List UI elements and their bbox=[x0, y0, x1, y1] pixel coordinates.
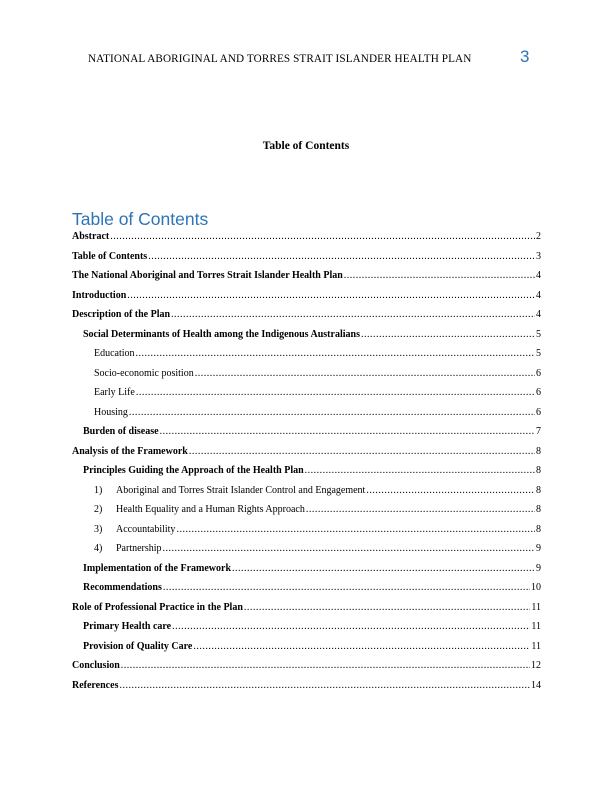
toc-entry-number: 3) bbox=[94, 523, 103, 535]
toc-entry-title: References bbox=[72, 679, 119, 691]
toc-entry-title: Early Life bbox=[94, 387, 135, 398]
toc-entry[interactable] bbox=[94, 542, 541, 556]
toc-entry-title: Principles Guiding the Approach of the Health Plan bbox=[83, 465, 304, 476]
toc-entry-page: 5 bbox=[536, 348, 541, 359]
toc-entry-page: 14 bbox=[531, 679, 541, 691]
toc-entry[interactable] bbox=[72, 308, 541, 322]
toc-entry-title: Social Determinants of Health among the Indigenous Australians bbox=[83, 328, 360, 340]
toc-entry[interactable] bbox=[72, 250, 541, 264]
toc-entry-page: 11 bbox=[531, 601, 541, 613]
toc-dot-leader bbox=[163, 542, 535, 556]
toc-dot-leader bbox=[195, 367, 535, 381]
toc-entry-title: Primary Health care bbox=[83, 621, 172, 632]
toc-entry-number: 4) bbox=[94, 543, 103, 554]
toc-entry-title: Role of Professional Practice in the Plan bbox=[72, 601, 243, 613]
toc-dot-leader bbox=[136, 347, 535, 361]
toc-dot-leader bbox=[244, 601, 530, 615]
toc-entry[interactable] bbox=[72, 289, 541, 303]
page-number: 3 bbox=[520, 47, 530, 66]
toc-entry[interactable] bbox=[94, 367, 541, 381]
toc-entry-page: 6 bbox=[536, 406, 541, 418]
running-head: NATIONAL ABORIGINAL AND TORRES STRAIT ISLANDER HEALTH PLAN bbox=[88, 53, 472, 65]
toc-dot-leader bbox=[119, 679, 530, 693]
toc-entry[interactable] bbox=[72, 269, 541, 283]
toc-entry-page: 8 bbox=[536, 484, 541, 496]
toc-heading: Table of Contents bbox=[72, 209, 209, 229]
toc-entry-title: Conclusion bbox=[72, 660, 120, 671]
toc-entry[interactable] bbox=[83, 620, 541, 634]
toc-entry-page: 9 bbox=[536, 562, 541, 574]
toc-entry-title: Partnership bbox=[116, 543, 162, 554]
toc-dot-leader bbox=[121, 659, 530, 673]
toc-entry[interactable] bbox=[72, 659, 541, 673]
toc-entry-page: 3 bbox=[536, 250, 541, 262]
toc-entry-title: Health Equality and a Human Rights Approach bbox=[116, 504, 305, 515]
toc-entry[interactable] bbox=[83, 464, 541, 478]
toc-dot-leader bbox=[361, 328, 535, 342]
toc-dot-leader bbox=[172, 620, 530, 634]
toc-entry[interactable] bbox=[72, 601, 541, 615]
toc-entry[interactable] bbox=[83, 640, 541, 654]
toc-entry-title: Analysis of the Framework bbox=[72, 445, 188, 457]
toc-entry[interactable] bbox=[94, 386, 541, 400]
toc-entry-title: Introduction bbox=[72, 289, 127, 301]
toc-entry[interactable] bbox=[72, 445, 541, 459]
toc-entry-page: 10 bbox=[531, 582, 541, 593]
toc-dot-leader bbox=[232, 562, 535, 576]
page-header bbox=[0, 47, 612, 70]
toc-entry-page: 8 bbox=[536, 523, 541, 535]
toc-entry-page: 4 bbox=[536, 270, 541, 281]
toc-entry-title: Education bbox=[94, 348, 135, 359]
toc-entry[interactable] bbox=[94, 406, 541, 420]
toc-entry-page: 11 bbox=[531, 640, 541, 652]
toc-entry[interactable] bbox=[94, 484, 541, 498]
toc-dot-leader bbox=[366, 484, 535, 498]
toc-entry-page: 7 bbox=[536, 426, 541, 437]
toc-entry-title: Aboriginal and Torres Strait Islander Control and Engagement bbox=[116, 484, 366, 496]
toc-entry-title: Table of Contents bbox=[72, 250, 148, 262]
toc-entry-title: Socio-economic position bbox=[94, 367, 194, 379]
toc-entry[interactable] bbox=[83, 328, 541, 342]
toc-entry-page: 12 bbox=[531, 660, 541, 671]
toc-entry-page: 2 bbox=[536, 231, 541, 242]
toc-dot-leader bbox=[110, 230, 535, 244]
toc-entry-title: Recommendations bbox=[83, 582, 162, 593]
toc-entry-title: Abstract bbox=[72, 231, 110, 242]
toc-entry-page: 8 bbox=[536, 445, 541, 457]
toc-dot-leader bbox=[129, 406, 535, 420]
toc-dot-leader bbox=[189, 445, 535, 459]
toc-entry-title: Burden of disease bbox=[83, 426, 159, 437]
toc-entry[interactable] bbox=[94, 503, 541, 517]
toc-dot-leader bbox=[163, 581, 530, 595]
toc-entry[interactable] bbox=[72, 679, 541, 693]
toc-entry-page: 9 bbox=[536, 543, 541, 554]
toc-dot-leader bbox=[171, 308, 535, 322]
toc-entry-title: The National Aboriginal and Torres Strait Islander Health Plan bbox=[72, 270, 343, 281]
toc-entry-page: 8 bbox=[536, 504, 541, 515]
toc-dot-leader bbox=[344, 269, 535, 283]
toc-entry-number: 2) bbox=[94, 504, 103, 515]
toc-entry[interactable] bbox=[83, 425, 541, 439]
document-title: Table of Contents bbox=[262, 140, 350, 152]
toc-entry-page: 5 bbox=[536, 328, 541, 340]
toc-dot-leader bbox=[127, 289, 535, 303]
toc-entry-page: 4 bbox=[536, 309, 541, 320]
toc-dot-leader bbox=[193, 640, 530, 654]
toc-entry[interactable] bbox=[83, 581, 541, 595]
toc-entry-title: Accountability bbox=[116, 523, 176, 535]
toc-entry[interactable] bbox=[72, 230, 541, 244]
toc-entry[interactable] bbox=[94, 347, 541, 361]
toc-dot-leader bbox=[306, 503, 535, 517]
toc-entry-page: 11 bbox=[531, 621, 541, 632]
toc-entry-page: 4 bbox=[536, 289, 541, 301]
toc-entry-title: Description of the Plan bbox=[72, 309, 171, 320]
toc-entry-page: 6 bbox=[536, 367, 541, 379]
toc-dot-leader bbox=[176, 523, 535, 537]
toc-entry-title: Implementation of the Framework bbox=[83, 562, 232, 574]
toc-dot-leader bbox=[136, 386, 535, 400]
toc-dot-leader bbox=[160, 425, 535, 439]
toc-entry-page: 8 bbox=[536, 465, 541, 476]
toc-entry-page: 6 bbox=[536, 387, 541, 398]
toc-entry-title: Housing bbox=[94, 406, 128, 418]
toc-entry[interactable] bbox=[83, 562, 541, 576]
toc-dot-leader bbox=[305, 464, 535, 478]
toc-dot-leader bbox=[148, 250, 535, 264]
toc-entry[interactable] bbox=[94, 523, 541, 537]
toc-entry-title: Provision of Quality Care bbox=[83, 640, 193, 652]
toc-entry-number: 1) bbox=[94, 484, 103, 496]
